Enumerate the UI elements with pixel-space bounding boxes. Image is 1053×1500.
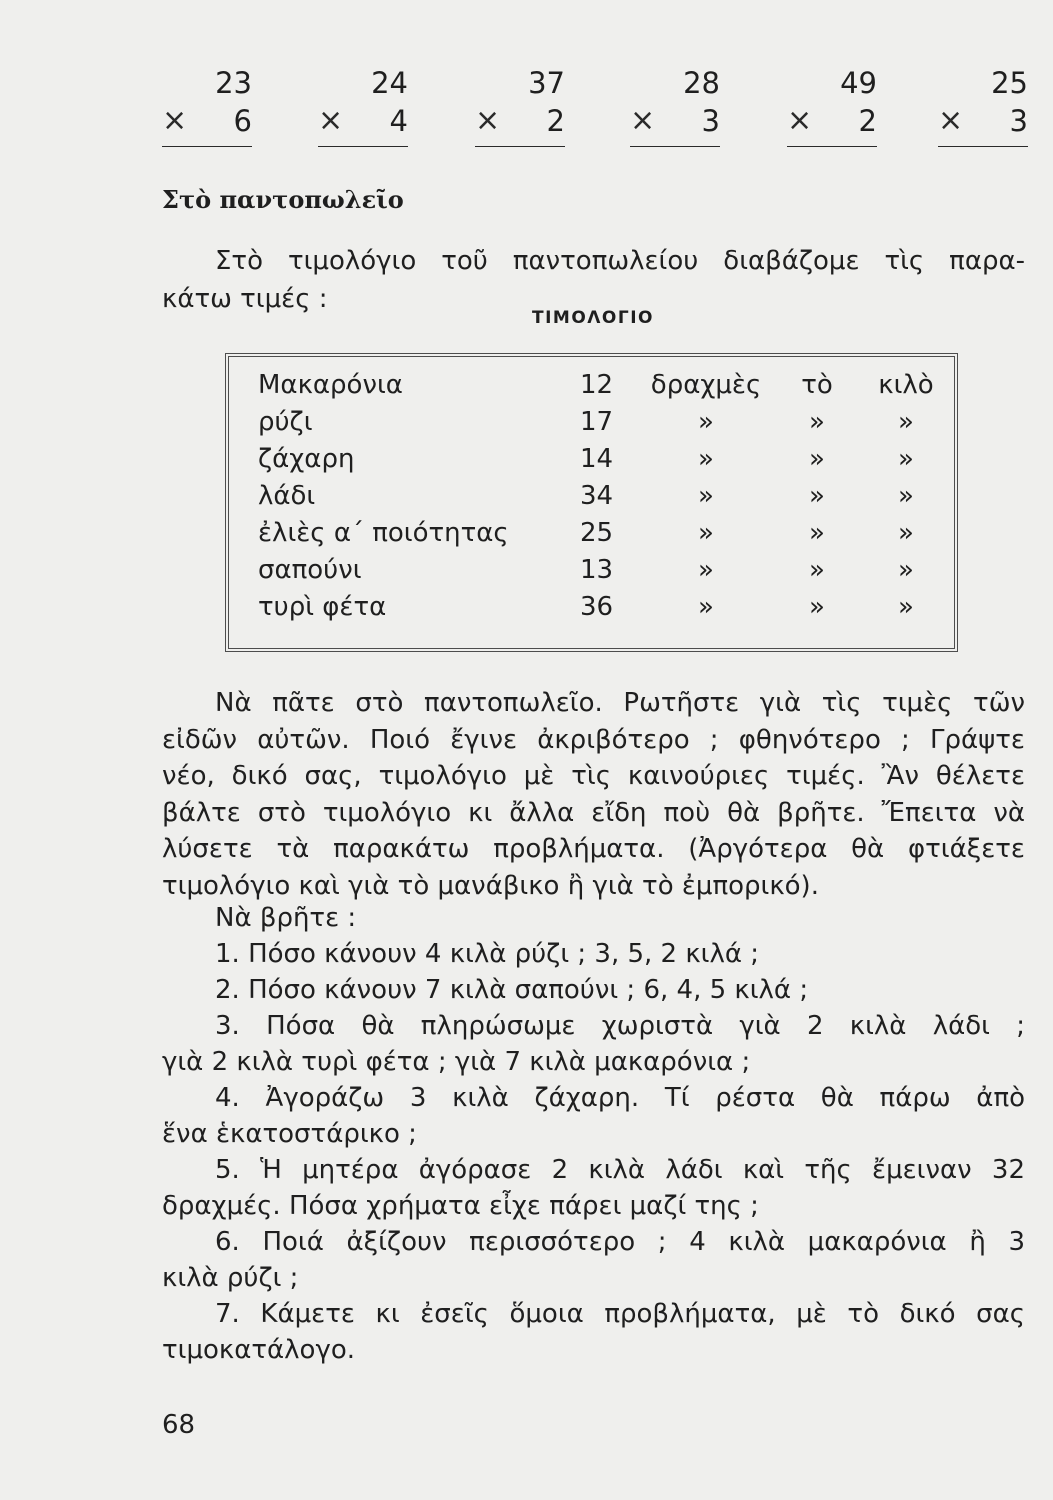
price-unit: δραχμὲς bbox=[650, 370, 762, 400]
problem-text: Κάμετε κι ἐσεῖς ὅμοια προβλήματα, μὲ τὸ δικό σας bbox=[260, 1299, 1025, 1329]
times-sign: × bbox=[475, 103, 501, 138]
problem-text: Πόσα θὰ πληρώσωμε χωριστὰ γιὰ 2 κιλὰ λάδι ; bbox=[266, 1011, 1026, 1041]
problem-number: 3. bbox=[215, 1011, 240, 1041]
problems-list bbox=[162, 900, 1025, 1368]
price-row bbox=[258, 404, 945, 441]
multiplicand: 37 bbox=[528, 66, 565, 100]
problem-6-line-2: κιλὰ ρύζι ; bbox=[162, 1263, 299, 1293]
intro-line: κάτω τιμές : bbox=[162, 284, 328, 314]
ditto-mark: » bbox=[898, 407, 914, 437]
problem-number: 7. bbox=[215, 1299, 240, 1329]
ditto-mark: » bbox=[809, 555, 825, 585]
ditto-mark: » bbox=[809, 444, 825, 474]
ditto-mark: » bbox=[809, 481, 825, 511]
intro-line: Στὸ τιμολόγιο τοῦ παντοπωλείου διαβάζομε τὶς παρα- bbox=[215, 246, 1025, 276]
instruction-line: Νὰ πᾶτε στὸ παντοπωλεῖο. Ρωτῆστε γιὰ τὶς τιμὲς τῶν bbox=[215, 688, 1025, 718]
problem-1-line-1 bbox=[162, 936, 1025, 972]
ditto-mark: » bbox=[698, 518, 714, 548]
item-name: Μακαρόνια bbox=[258, 370, 403, 400]
multiplicand: 23 bbox=[215, 66, 252, 100]
multiplier: 2 bbox=[858, 104, 877, 138]
instruction-line: νέο, δικό σας, τιμολόγιο μὲ τὶς καινούριες τιμές. Ἂν θέλετε bbox=[162, 761, 1025, 791]
price-row bbox=[258, 441, 945, 478]
problem-4-line-2: ἕνα ἑκατοστάρικο ; bbox=[162, 1119, 417, 1149]
multiplier: 2 bbox=[546, 104, 565, 138]
ditto-mark: » bbox=[898, 592, 914, 622]
problem-text: Ἀγοράζω 3 κιλὰ ζάχαρη. Τί ρέστα θὰ πάρω ἀπὸ bbox=[265, 1083, 1026, 1113]
item-name: σαπούνι bbox=[258, 555, 362, 585]
multiplier: 4 bbox=[389, 104, 408, 138]
problem-number: 2. bbox=[215, 975, 240, 1005]
price-row bbox=[258, 589, 945, 626]
item-price: 34 bbox=[580, 481, 614, 511]
item-name: ἐλιὲς α΄ ποιότητας bbox=[258, 518, 509, 548]
problem-text: Ποιά ἀξίζουν περισσότερο ; 4 κιλὰ μακαρόνια ἢ 3 bbox=[262, 1227, 1025, 1257]
price-measure: κιλὸ bbox=[878, 370, 934, 400]
times-sign: × bbox=[318, 103, 344, 138]
item-name: ζάχαρη bbox=[258, 444, 355, 474]
problem-text: Πόσο κάνουν 7 κιλὰ σαπούνι ; 6, 4, 5 κιλά ; bbox=[248, 975, 809, 1005]
ditto-mark: » bbox=[809, 518, 825, 548]
price-row bbox=[258, 515, 945, 552]
problem-number: 5. bbox=[215, 1155, 240, 1185]
multiplication-problem-6 bbox=[938, 64, 1028, 147]
ditto-mark: » bbox=[809, 592, 825, 622]
times-sign: × bbox=[630, 103, 656, 138]
problem-7-line-1 bbox=[162, 1296, 1025, 1332]
times-sign: × bbox=[938, 103, 964, 138]
problem-number: 6. bbox=[215, 1227, 240, 1257]
price-list-table bbox=[258, 367, 945, 626]
item-price: 14 bbox=[580, 444, 614, 474]
problem-5-line-1 bbox=[162, 1152, 1025, 1188]
item-price: 17 bbox=[580, 407, 614, 437]
price-row bbox=[258, 367, 945, 404]
multiplicand: 24 bbox=[371, 66, 408, 100]
instruction-line: τιμολόγιο καὶ γιὰ τὸ μανάβικο ἢ γιὰ τὸ ἐμπορικό). bbox=[162, 870, 819, 901]
ditto-mark: » bbox=[898, 481, 914, 511]
problem-5-line-2: δραχμές. Πόσα χρήματα εἶχε πάρει μαζί της ; bbox=[162, 1191, 759, 1221]
problem-number: 1. bbox=[215, 939, 240, 969]
ditto-mark: » bbox=[809, 407, 825, 437]
item-name: ρύζι bbox=[258, 407, 313, 437]
times-sign: × bbox=[162, 103, 188, 138]
problem-3-line-1 bbox=[162, 1008, 1025, 1044]
multiplier: 3 bbox=[1009, 104, 1028, 138]
instructions-paragraph bbox=[162, 685, 1025, 904]
ditto-mark: » bbox=[898, 518, 914, 548]
multiplicand: 28 bbox=[683, 66, 720, 100]
multiplication-problem-4 bbox=[630, 64, 720, 147]
item-price: 12 bbox=[580, 370, 614, 400]
ditto-mark: » bbox=[698, 592, 714, 622]
instruction-line: εἰδῶν αὐτῶν. Ποιό ἔγινε ἀκριβότερο ; φθηνότερο ; Γράψτε bbox=[162, 724, 1025, 755]
problem-4-line-1 bbox=[162, 1080, 1025, 1116]
item-price: 13 bbox=[580, 555, 614, 585]
multiplicand: 49 bbox=[840, 66, 877, 100]
problem-number: 4. bbox=[215, 1083, 240, 1113]
item-name: τυρὶ φέτα bbox=[258, 592, 387, 622]
problem-3-line-2: γιὰ 2 κιλὰ τυρὶ φέτα ; γιὰ 7 κιλὰ μακαρόνια ; bbox=[162, 1047, 751, 1077]
problem-text: Πόσο κάνουν 4 κιλὰ ρύζι ; 3, 5, 2 κιλά ; bbox=[248, 939, 760, 969]
multiplication-problem-3 bbox=[475, 64, 565, 147]
problem-text: Ἡ μητέρα ἀγόρασε 2 κιλὰ λάδι καὶ τῆς ἔμειναν 32 bbox=[260, 1155, 1026, 1185]
instruction-line: λύσετε τὰ παρακάτω προβλήματα. (Ἀργότερα θὰ φτιάξετε bbox=[162, 834, 1025, 864]
ditto-mark: » bbox=[698, 481, 714, 511]
multiplier: 3 bbox=[701, 104, 720, 138]
price-row bbox=[258, 552, 945, 589]
ditto-mark: » bbox=[698, 444, 714, 474]
item-price: 36 bbox=[580, 592, 614, 622]
multiplier: 6 bbox=[233, 104, 252, 138]
multiplication-problem-1 bbox=[162, 64, 252, 147]
price-per: τὸ bbox=[801, 370, 833, 400]
problem-6-line-1 bbox=[162, 1224, 1025, 1260]
times-sign: × bbox=[787, 103, 813, 138]
ditto-mark: » bbox=[698, 407, 714, 437]
multiplicand: 25 bbox=[991, 66, 1028, 100]
instruction-line: βάλτε στὸ τιμολόγιο κι ἄλλα εἴδη ποὺ θὰ βρῆτε. Ἔπειτα νὰ bbox=[162, 797, 1025, 828]
ditto-mark: » bbox=[898, 555, 914, 585]
intro-paragraph bbox=[162, 242, 1025, 318]
problem-7-line-2: τιμοκατάλογο. bbox=[162, 1335, 356, 1365]
ditto-mark: » bbox=[698, 555, 714, 585]
problem-2-line-1 bbox=[162, 972, 1025, 1008]
tasks-intro: Νὰ βρῆτε : bbox=[215, 903, 357, 933]
price-row bbox=[258, 478, 945, 515]
item-price: 25 bbox=[580, 518, 614, 548]
multiplication-problem-2 bbox=[318, 64, 408, 147]
item-name: λάδι bbox=[258, 481, 316, 511]
multiplication-problem-5 bbox=[787, 64, 877, 147]
page-number: 68 bbox=[162, 1410, 196, 1440]
ditto-mark: » bbox=[898, 444, 914, 474]
price-list-title: ΤΙΜΟΛΟΓΙΟ bbox=[531, 308, 654, 328]
section-heading: Στὸ παντοπωλεῖο bbox=[162, 185, 404, 214]
